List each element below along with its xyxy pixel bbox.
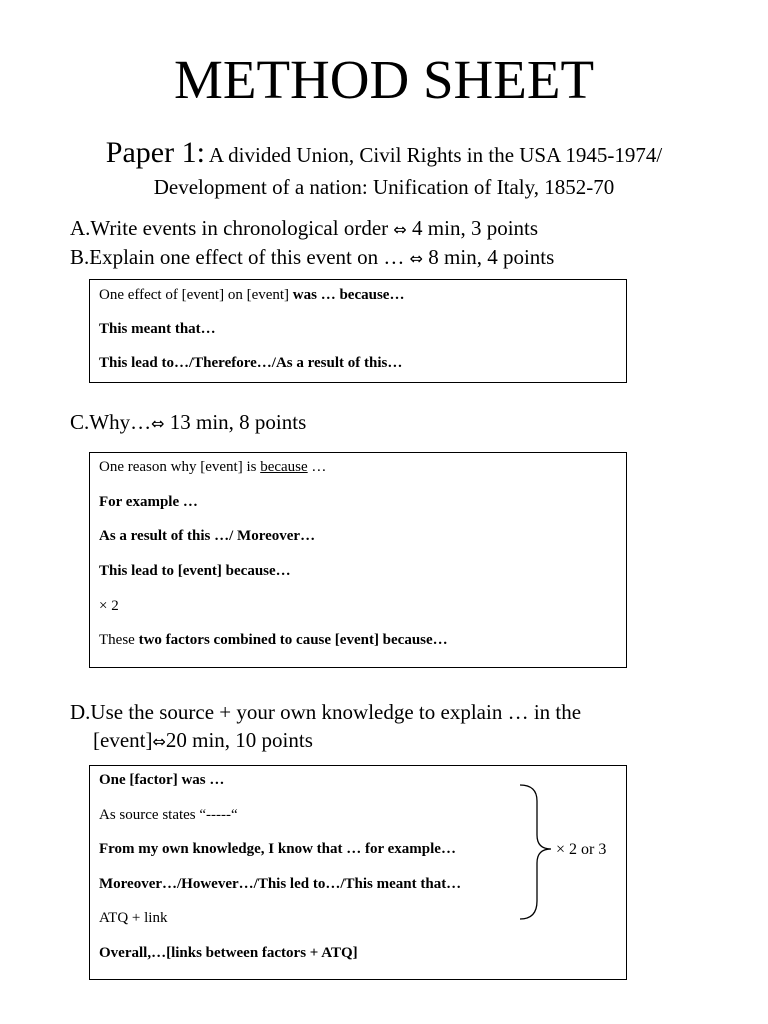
question-c-text: Why…: [89, 410, 152, 434]
box-b-line-1-b: was … because…: [292, 287, 405, 303]
box-c-line-1-b: …: [311, 459, 327, 475]
double-arrow-icon: ⇔: [152, 732, 166, 751]
box-c: [89, 452, 627, 668]
box-c-line-1: [99, 457, 326, 477]
paper-label: Paper 1:: [105, 136, 205, 169]
question-a: [70, 215, 538, 243]
question-b-text: Explain one effect of this event on …: [89, 245, 405, 269]
question-a-letter: A.: [70, 216, 91, 240]
question-d-text: Use the source + your own knowledge to explain … in the: [90, 700, 582, 724]
box-b-line-3: This lead to…/Therefore…/As a result of this…: [99, 355, 403, 371]
box-b-line-2: This meant that…: [99, 321, 216, 337]
box-d-line-2: As source states “-----“: [99, 807, 238, 823]
question-c: [70, 409, 306, 437]
question-a-time: 4 min, 3 points: [412, 216, 539, 240]
paper-topic-1: A divided Union, Civil Rights in the USA 1945-1974/: [208, 143, 663, 167]
question-b-letter: B.: [70, 245, 90, 269]
box-d: [89, 765, 627, 980]
box-c-line-6: [99, 630, 448, 650]
box-c-line-2: For example …: [99, 494, 198, 510]
box-b-line-1: [99, 285, 404, 305]
box-c-line-4: This lead to [event] because…: [99, 563, 291, 579]
question-d: [70, 699, 581, 725]
box-d-line-6: Overall,…[links between factors + ATQ]: [99, 945, 358, 961]
box-c-line-1-a: One reason why [event] is: [99, 459, 257, 475]
box-c-line-6-b: two factors combined to cause [event] because…: [138, 632, 448, 648]
question-d-letter: D.: [70, 700, 91, 724]
paper-topic-2: Development of a nation: Unification of Italy, 1852-70: [153, 175, 615, 199]
question-d-event: [event]: [93, 728, 153, 752]
page-title: METHOD SHEET: [173, 49, 595, 110]
question-d-time: 20 min, 10 points: [165, 728, 313, 752]
brace-label: × 2 or 3: [556, 841, 607, 858]
curly-brace-icon: [515, 783, 555, 923]
question-b-time: 8 min, 4 points: [428, 245, 555, 269]
box-d-line-4: Moreover…/However…/This led to…/This meant that…: [99, 876, 462, 892]
question-c-time: 13 min, 8 points: [169, 410, 307, 434]
box-c-line-6-a: These: [99, 632, 135, 648]
box-d-line-1: One [factor] was …: [99, 772, 225, 788]
question-d-line-2: [93, 727, 313, 755]
box-c-line-5: × 2: [99, 598, 119, 614]
double-arrow-icon: ⇔: [393, 220, 407, 239]
box-c-line-1-underlined: because: [260, 459, 308, 475]
box-d-line-3: From my own knowledge, I know that … for example…: [99, 841, 456, 857]
box-b: [89, 279, 627, 383]
question-b: [70, 244, 554, 272]
question-a-text: Write events in chronological order: [90, 216, 389, 240]
double-arrow-icon: ⇔: [151, 414, 165, 433]
paper-heading: [0, 133, 768, 178]
question-c-letter: C.: [70, 410, 90, 434]
double-arrow-icon: ⇔: [409, 249, 424, 268]
box-d-line-5: ATQ + link: [99, 910, 168, 926]
box-b-line-1-a: One effect of [event] on [event]: [99, 287, 290, 303]
box-c-line-3: As a result of this …/ Moreover…: [99, 528, 316, 544]
